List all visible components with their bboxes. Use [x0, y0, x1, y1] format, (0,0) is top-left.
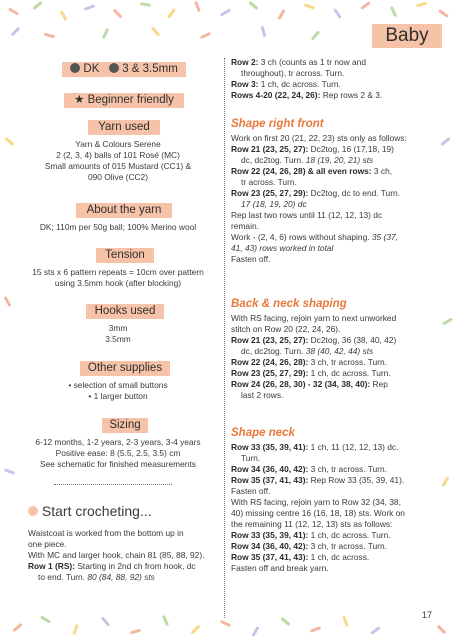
sizing-text: 6-12 months, 1-2 years, 2-3 years, 3-4 years Positive ease: 8 (5.5, 2.5, 3.5) cm See schematic for finished measurements: [35, 437, 201, 469]
yarn-weight: DK: [83, 63, 100, 75]
level-text: Beginner friendly: [87, 94, 174, 106]
back-neck-heading: Back & neck shaping: [231, 298, 347, 310]
about-yarn-text: DK; 110m per 50g ball; 100% Merino wool: [39, 222, 197, 232]
level-tag: [64, 93, 184, 108]
shape-right-front-heading: Shape right front: [231, 118, 324, 130]
hooks-text: 3mm 3.5mm: [105, 323, 131, 344]
about-yarn-title: About the yarn: [76, 203, 172, 218]
hook-icon: [109, 63, 119, 73]
yarn-used-title: Yarn used: [88, 120, 160, 135]
bullet-circle-icon: [28, 506, 38, 516]
left-divider: [54, 484, 172, 485]
column-divider: [224, 58, 225, 618]
hook-size: 3 & 3.5mm: [122, 63, 178, 75]
tension-text: 15 sts x 6 pattern repeats = 10cm over pattern using 3.5mm hook (after blocking): [32, 267, 204, 288]
shape-right-front-text: Work on first 20 (21, 22, 23) sts only as follows: Row 21 (23, 25, 27): Dc2tog, 16 (17,18, 19) dc, dc2tog. Turn. 18 (19, 20, 21) sts Row 22 (24, 26, 28) & all even rows: 3 ch, tr across. Turn. Row 23 (25, 27, 29): Dc2tog, dc to end. Turn. 17 (18, 19, 20) dc Rep last two rows until 11 (12, 12, 13) dc remain. Work - (2, 4, 6) rows without shaping. 35 (37, 41, 43) rows worked in total Fasten off.: [231, 133, 407, 264]
sizing-title: Sizing: [102, 418, 148, 433]
yarn-used-text: Yarn & Colours Serene 2 (2, 3, 4) balls of 101 Rosé (MC) Small amounts of 015 Mustard (CC1) & 090 Olive (CC2): [44, 139, 192, 182]
back-neck-text: With RS facing, rejoin yarn to next unworked stitch on Row 20 (22, 24, 26). Row 21 (23, 25, 27): Dc2tog, 36 (38, 40, 42) dc, dc2tog. Turn. 38 (40, 42, 44) sts Row 22 (24, 26, 28): 3 ch, tr across. Turn. Row 23 (25, 27, 29): 1 ch, dc across. Turn. Row 24 (26, 28, 30) - 32 (34, 38, 40): Rep last 2 rows.: [231, 313, 397, 400]
yarn-weight-tag: [62, 62, 186, 77]
supplies-title: Other supplies: [80, 361, 170, 376]
supplies-text: • selection of small buttons • 1 larger button: [68, 380, 168, 401]
yarn-ball-icon: [70, 63, 80, 73]
tension-title: Tension: [96, 248, 154, 263]
start-heading: Start crocheting...: [28, 503, 152, 519]
page-number: 17: [422, 610, 433, 620]
start-text: Waistcoat is worked from the bottom up in one piece. With MC and larger hook, chain 81 (85, 88, 92). Row 1 (RS): Starting in 2nd ch from hook, dc to end. Turn. 80 (84, 88, 92) sts: [28, 528, 205, 582]
shape-neck-heading: Shape neck: [231, 427, 295, 439]
star-icon: ★: [74, 94, 85, 106]
intro-rows: Row 2: 3 ch (counts as 1 tr now and throughout), tr across. Turn. Row 3: 1 ch, dc across. Turn. Rows 4-20 (22, 24, 26): Rep rows 2 & 3.: [231, 57, 383, 100]
section-title-baby: Baby: [372, 24, 442, 48]
hooks-title: Hooks used: [86, 304, 164, 319]
shape-neck-text: Row 33 (35, 39, 41): 1 ch, 11 (12, 12, 13) dc. Turn. Row 34 (36, 40, 42): 3 ch, tr across. Turn. Row 35 (37, 41, 43): Rep Row 33 (35, 39, 41). Fasten off. With RS facing, rejoin yarn to Row 32 (34, 38, 40) missing centre 16 (16, 18, 18) sts. Work on the remaining 11 (12, 12, 13) sts as follows: Row 33 (35, 39, 41): 1 ch, dc across. Turn. Row 34 (36, 40, 42): 3 ch, tr across. Turn. Row 35 (37, 41, 43): 1 ch, dc across. Fasten off and break yarn.: [231, 442, 405, 573]
